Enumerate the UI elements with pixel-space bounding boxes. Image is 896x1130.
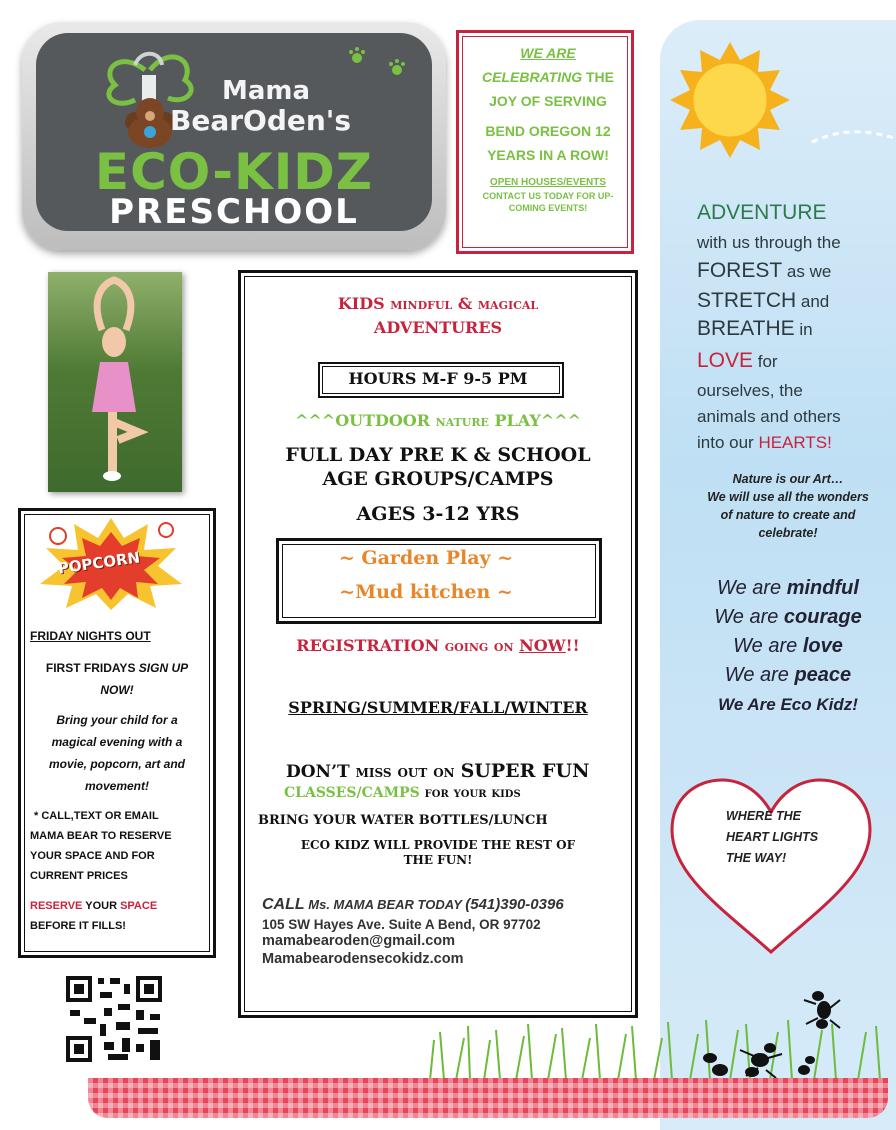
provide-line2: THE FUN! [403,853,473,867]
we-are-eco-kidz: We Are Eco Kidz! [718,695,858,714]
heart-text: WHERE THE HEART LIGHTS THE WAY! [726,809,819,865]
adventure-line5: BREATHE in [697,317,813,340]
kids-title-line1: KIDS mindful & magical [337,294,539,313]
adventure-line7: ourselves, the [697,381,803,400]
gingham-tablecloth [88,1078,888,1118]
adventure-line3: FOREST as we [697,259,832,282]
classes-camps: CLASSES/CAMPS for your kids [284,785,521,801]
dont-miss-out: DON’T miss out on SUPER FUN [286,760,590,782]
we-are-mindful: We are mindful [717,577,859,599]
kids-title-line2: ADVENTURES [373,318,503,337]
celebrate-line3: JOY OF SERVING [489,93,607,109]
adventure-line2: with us through the [697,233,841,252]
hours-text: HOURS M-F 9-5 PM [348,369,528,388]
nature-text: Nature is our Art… We will use all the wonders of nature to create and celebrate! [707,472,869,540]
provide-line1: ECO KIDZ WILL PROVIDE THE REST OF [300,838,576,852]
logo-preschool: PRESCHOOL [109,192,359,232]
call-mama-bear: CALL Ms. MAMA BEAR TODAY (541)390-0396 [262,896,564,913]
we-are-peace: We are peace [724,664,852,686]
adventure-line4: STRETCH and [697,289,830,312]
we-are-love: We are love [733,635,843,657]
seasons-text: SPRING/SUMMER/FALL/WINTER [288,698,588,717]
celebrate-line4: BEND OREGON 12 [485,123,611,139]
full-day-line1: FULL DAY PRE K & SCHOOL [285,444,591,466]
mud-kitchen-text: ~Mud kitchen ~ [339,581,513,603]
call-line2: MAMA BEAR TO RESERVE [30,830,172,842]
bring-bottles: BRING YOUR WATER BOTTLES/LUNCH [258,813,548,828]
paw-prints-icon [345,44,415,84]
girl-figure-icon [48,272,182,492]
adventure-line9: into our HEARTS! [697,433,832,452]
website-link[interactable]: Mamabearodensecokidz.com [262,951,464,967]
email-link[interactable]: mamabearoden@gmail.com [262,933,456,949]
address-text: 105 SW Hayes Ave. Suite A Bend, OR 97702 [262,917,541,932]
bring-line3: movie, popcorn, art and [48,757,186,771]
sun-icon [662,40,896,170]
popcorn-logo-text: POPCORN [56,548,142,578]
logo-bear-oden: BearOden's [170,104,352,137]
outdoor-nature-play: ^^^OUTDOOR nature PLAY^^^ [294,411,582,430]
adventure-line1: ADVENTURE [697,201,827,224]
ages-text: AGES 3-12 YRS [356,503,520,525]
garden-play-text: ~ Garden Play ~ [338,547,514,569]
reserve-line: RESERVE YOUR SPACE [30,900,158,912]
sign-up-now: NOW! [100,683,134,697]
girl-yoga-photo [48,272,182,492]
bring-line4: movement! [84,779,149,793]
open-houses-link[interactable]: OPEN HOUSES/EVENTS [489,177,607,188]
first-fridays-line: FIRST FRIDAYS SIGN UP [45,661,189,675]
celebrate-line1: WE ARE [520,45,576,61]
celebrate-line8: COMING EVENTS! [508,203,588,213]
bring-line1: Bring your child for a [56,713,178,727]
celebrate-line2: CELEBRATING THE [482,69,614,85]
call-line1: * CALL,TEXT OR EMAIL [34,810,159,822]
call-line3: YOUR SPACE AND FOR [30,850,155,862]
friday-nights-heading: FRIDAY NIGHTS OUT [30,629,151,643]
registration-text: REGISTRATION going on NOW!! [296,636,580,655]
logo-eco-kidz: ECO-KIDZ [94,143,374,201]
grass-ants-icon [420,980,896,1080]
celebrate-line5: YEARS IN A ROW! [487,147,609,163]
call-line4: CURRENT PRICES [30,870,128,882]
we-are-courage: We are courage [714,606,862,628]
celebrate-inner-border [462,36,628,248]
celebrate-line7: CONTACT US TODAY FOR UP- [482,191,614,201]
qr-code-icon[interactable] [64,974,164,1064]
adventure-line8: animals and others [697,407,841,426]
logo-mama: Mama [222,76,311,106]
full-day-line2: AGE GROUPS/CAMPS [322,468,554,490]
before-it-fills: BEFORE IT FILLS! [30,920,126,932]
adventure-line6: LOVE for [697,349,778,372]
bring-line2: magical evening with a [51,735,183,749]
